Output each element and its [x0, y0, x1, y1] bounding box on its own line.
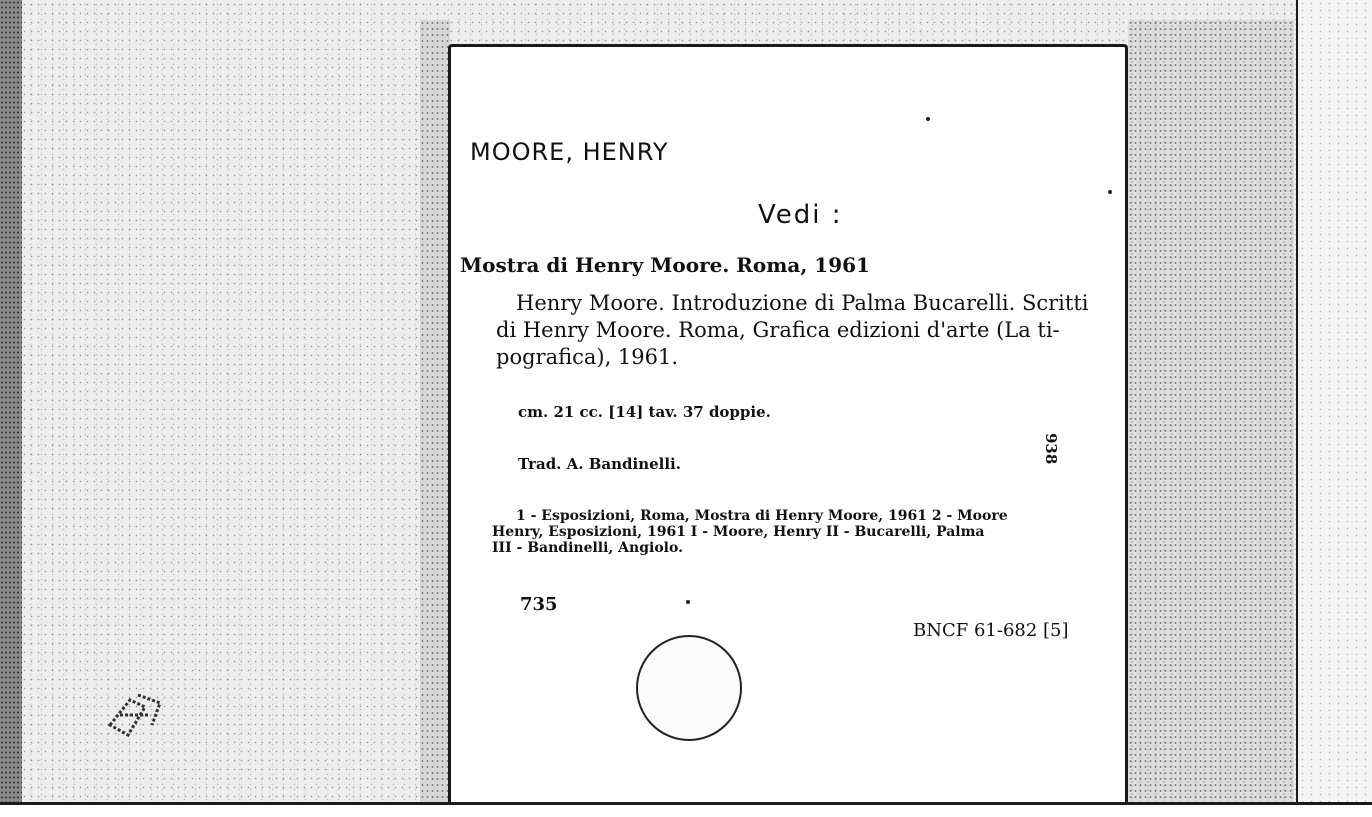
translator-note: Trad. A. Bandinelli. — [518, 455, 681, 473]
source-code: BNCF 61-682 [5] — [913, 620, 1069, 641]
tracing-line: Henry, Esposizioni, 1961 I - Moore, Henry II - Bucarelli, Palma — [492, 524, 985, 540]
ink-speck — [686, 600, 690, 604]
ink-stamp-icon — [100, 685, 170, 745]
physical-description: cm. 21 cc. [14] tav. 37 doppie. — [518, 403, 771, 421]
punch-hole — [636, 635, 742, 741]
tracing-line: III - Bandinelli, Angiolo. — [492, 540, 683, 556]
description-line: di Henry Moore. Roma, Grafica edizioni d'arte (La ti- — [496, 318, 1060, 342]
scan-left-shadow — [420, 20, 450, 802]
entry-title: Mostra di Henry Moore. Roma, 1961 — [460, 253, 870, 277]
ink-speck — [926, 117, 930, 121]
scan-left-edge — [0, 0, 22, 817]
description-line: pografica), 1961. — [496, 345, 679, 369]
bibliographic-description — [496, 290, 1111, 371]
see-reference-label: Vedi : — [758, 200, 843, 230]
scan-bottom-edge — [0, 802, 1372, 817]
side-code: 938 — [1042, 433, 1060, 465]
tracing-line: 1 - Esposizioni, Roma, Mostra di Henry Moore, 1961 2 - Moore — [516, 508, 1008, 524]
scan-right-shadow — [1128, 20, 1294, 802]
scan-right-margin — [1296, 0, 1372, 802]
card-heading: MOORE, HENRY — [470, 138, 669, 166]
ink-speck — [1108, 190, 1112, 194]
description-line: Henry Moore. Introduzione di Palma Bucarelli. Scritti — [516, 291, 1089, 315]
subject-tracings — [492, 508, 1107, 556]
class-number: 735 — [520, 594, 558, 615]
